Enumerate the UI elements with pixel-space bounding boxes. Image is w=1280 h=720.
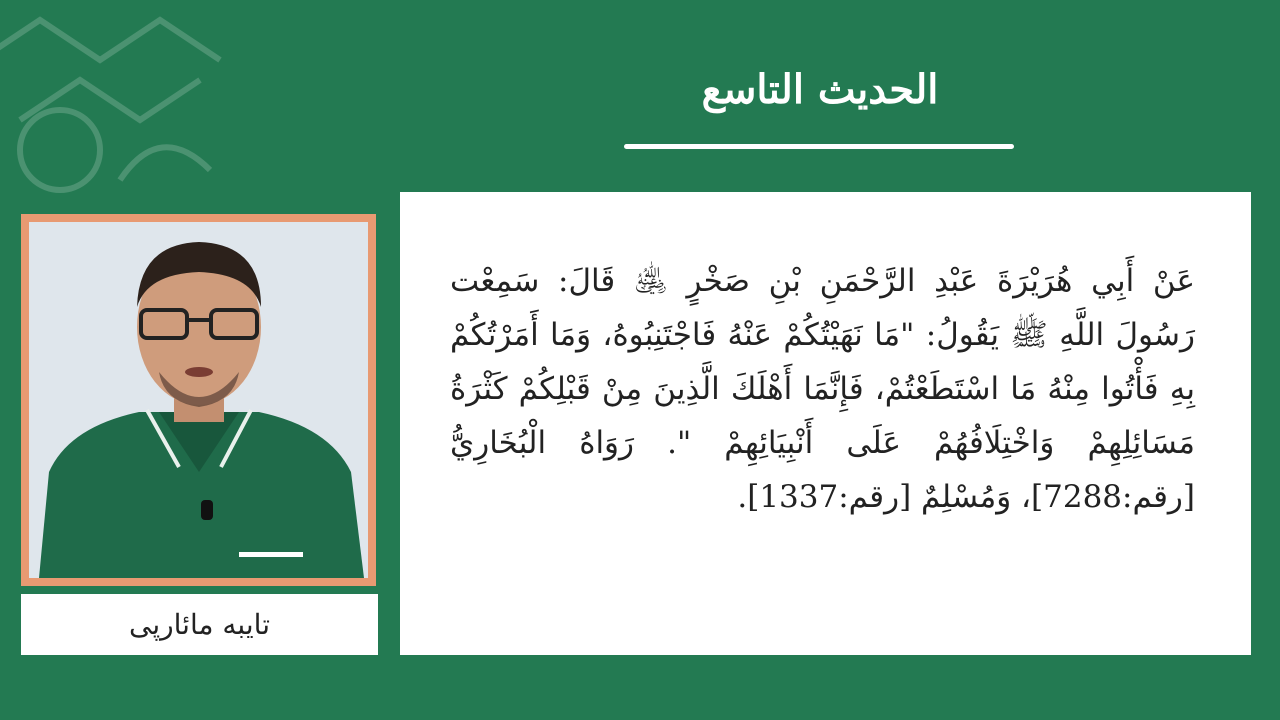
title-underline (624, 144, 1014, 149)
page-title: الحديث التاسع (701, 66, 939, 113)
decorative-pattern (0, 0, 260, 220)
hadith-panel (400, 192, 1251, 655)
presenter-video-frame (21, 214, 376, 586)
presenter-portrait (29, 222, 368, 578)
hadith-text: عَنْ أَبِي هُرَيْرَةَ عَبْدِ الرَّحْمَنِ بْنِ صَخْرٍ ﵁ قَالَ: سَمِعْت رَسُولَ اللَّهِ ﷺ يَقُولُ: "مَا نَهَيْتُكُمْ عَنْهُ فَاجْتَنِبُوهُ، وَمَا أَمَرْتُكُمْ بِهِ فَأْتُوا مِنْهُ مَا اسْتَطَعْتُمْ، فَإِنَّمَا أَهْلَكَ الَّذِينَ مِنْ قَبْلِكُمْ كَثْرَةُ مَسَائِلِهِمْ وَاخْتِلَافُهُمْ عَلَى أَنْبِيَائِهِمْ ". رَوَاهُ الْبُخَارِيُّ [رقم:7288]، وَمُسْلِمٌ [رقم:1337]. (450, 263, 1195, 515)
presenter-name-label: تايبه مائارپى (21, 594, 378, 655)
presenter-illustration (29, 222, 368, 578)
